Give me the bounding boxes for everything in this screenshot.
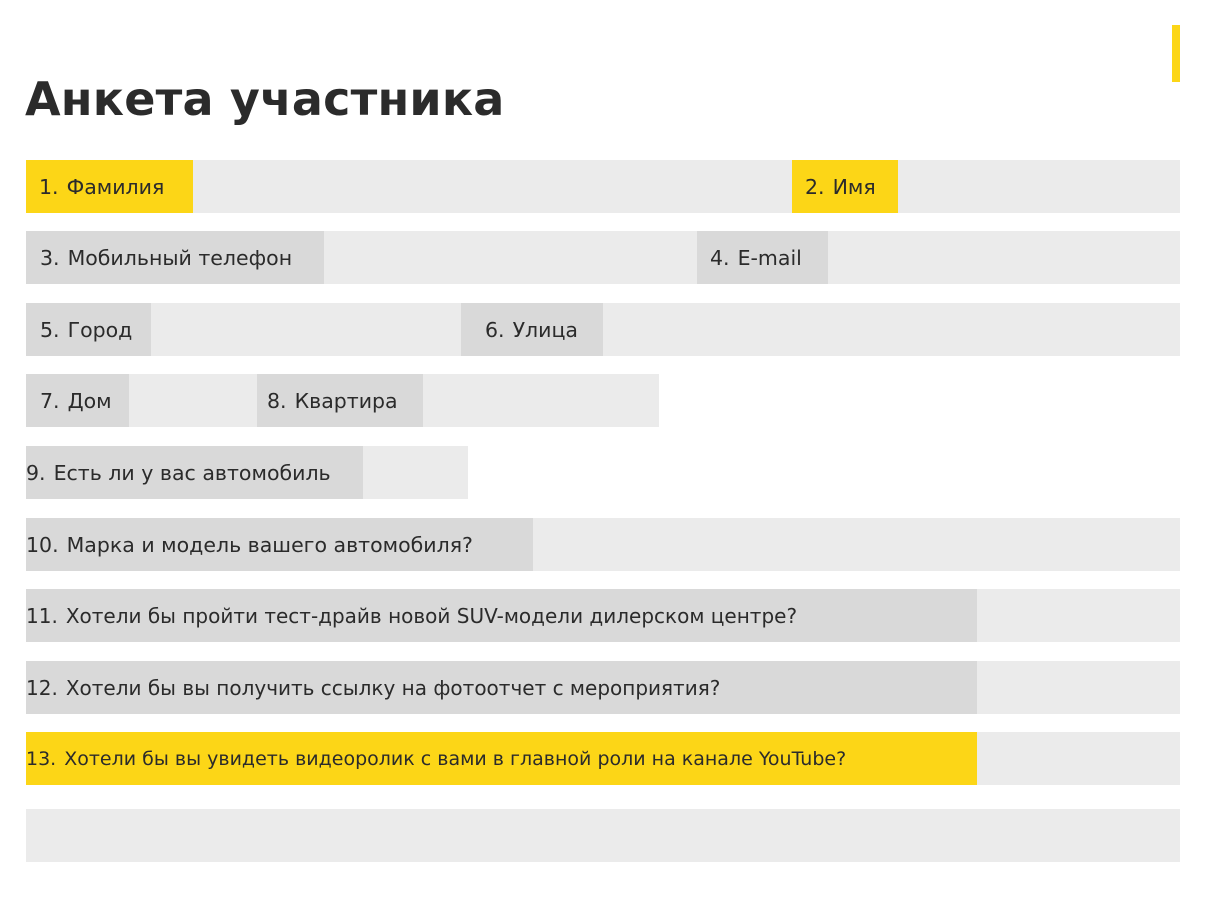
- field-number: 5.: [40, 317, 60, 342]
- house-label: [26, 374, 129, 427]
- field-label-text: Квартира: [294, 388, 398, 413]
- form-row-1: [26, 160, 1180, 213]
- form-row-4: [26, 374, 1180, 427]
- field-number: 8.: [267, 388, 287, 413]
- field-label-text: Марка и модель вашего автомобиля?: [66, 532, 473, 557]
- field-label-text: E-mail: [737, 245, 802, 270]
- youtube-video-label: [26, 732, 977, 785]
- photo-report-label: [26, 661, 977, 714]
- name-label: [792, 160, 898, 213]
- city-label: [26, 303, 151, 356]
- field-label-text: Хотели бы вы получить ссылку на фотоотчет с мероприятия?: [65, 675, 721, 700]
- field-number: 11.: [26, 603, 58, 628]
- email-label: [697, 231, 828, 284]
- page-title: Анкета участника: [25, 72, 505, 126]
- empty-input[interactable]: [26, 809, 1180, 862]
- form-row-7: [26, 589, 1180, 642]
- field-number: 9.: [26, 460, 46, 485]
- field-label-text: Имя: [832, 174, 876, 199]
- field-number: 10.: [26, 532, 59, 557]
- form-row-2: [26, 231, 1180, 284]
- form-row-5: [26, 446, 1180, 499]
- field-label-text: Есть ли у вас автомобиль: [53, 460, 331, 485]
- form-row-6: [26, 518, 1180, 571]
- field-label-text: Улица: [512, 317, 578, 342]
- field-number: 12.: [26, 675, 58, 700]
- test-drive-label: [26, 589, 977, 642]
- form-row-3: [26, 303, 1180, 356]
- field-label-text: Хотели бы пройти тест-драйв новой SUV-модели дилерском центре?: [65, 603, 798, 628]
- field-number: 2.: [805, 174, 825, 199]
- field-label-text: Фамилия: [66, 174, 165, 199]
- field-number: 13.: [26, 747, 57, 770]
- mobile-phone-label: [26, 231, 324, 284]
- surname-label: [26, 160, 193, 213]
- field-label-text: Мобильный телефон: [67, 245, 293, 270]
- field-number: 1.: [39, 174, 59, 199]
- has-car-label: [26, 446, 363, 499]
- car-model-label: [26, 518, 533, 571]
- field-number: 7.: [40, 388, 60, 413]
- form-row-10: [26, 809, 1180, 862]
- street-label: [461, 303, 603, 356]
- form-row-9: [26, 732, 1180, 785]
- apartment-label: [257, 374, 423, 427]
- field-label-text: Город: [67, 317, 133, 342]
- accent-bar: [1172, 25, 1180, 82]
- field-number: 3.: [40, 245, 60, 270]
- field-label-text: Хотели бы вы увидеть видеоролик с вами в главной роли на канале YouTube?: [64, 747, 847, 770]
- field-number: 6.: [485, 317, 505, 342]
- form-row-8: [26, 661, 1180, 714]
- field-number: 4.: [710, 245, 730, 270]
- field-label-text: Дом: [67, 388, 112, 413]
